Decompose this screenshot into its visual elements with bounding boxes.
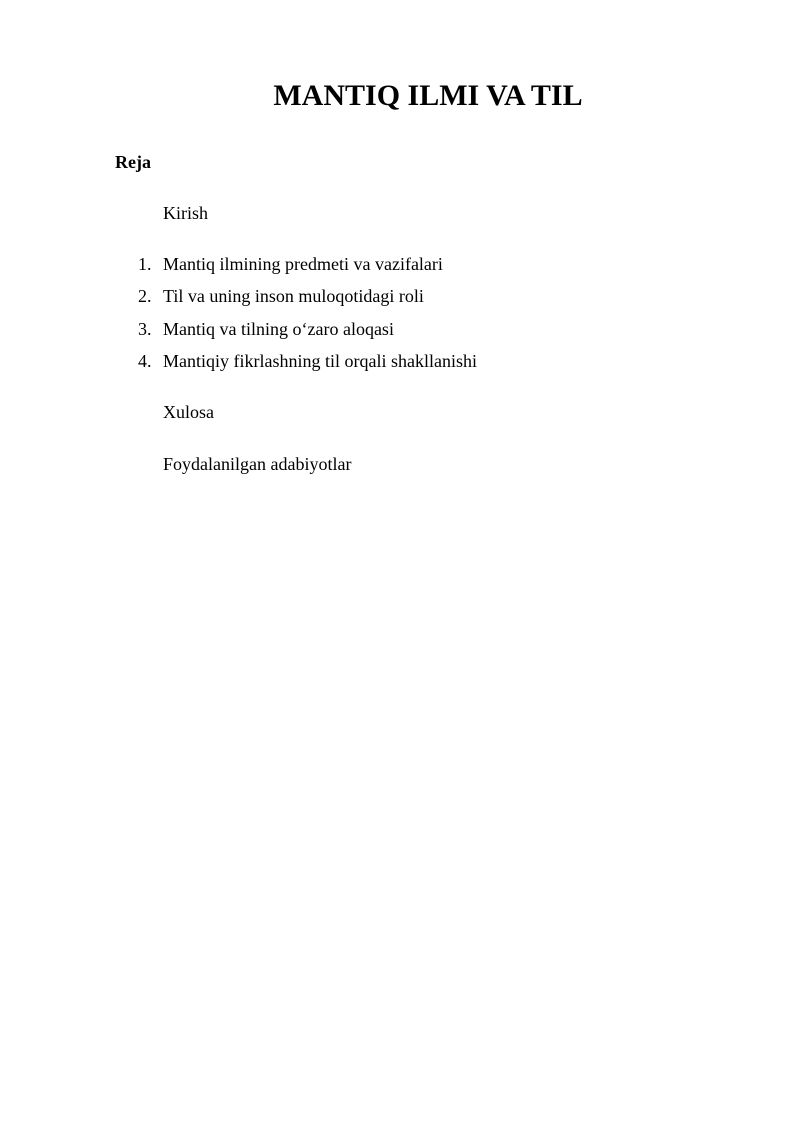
plan-list-item xyxy=(138,252,477,284)
list-item-text: Mantiq va tilning o‘zaro aloqasi xyxy=(163,318,394,339)
list-item-number: 4. xyxy=(138,350,152,371)
plan-list-item xyxy=(138,284,477,316)
list-item-text: Til va uning inson muloqotidagi roli xyxy=(163,286,424,307)
list-item-text: Mantiq ilmining predmeti va vazifalari xyxy=(163,254,443,274)
plan-item-conclusion: Xulosa xyxy=(163,402,214,422)
plan-item-intro: Kirish xyxy=(163,203,208,223)
list-item-text: Mantiqiy fikrlashning til orqali shakllanishi xyxy=(163,350,477,371)
plan-list-item xyxy=(138,317,477,349)
plan-heading: Reja xyxy=(115,152,151,172)
list-item-number: 1. xyxy=(138,254,152,274)
list-item-number: 3. xyxy=(138,318,152,339)
plan-numbered-list xyxy=(138,252,477,381)
list-item-number: 2. xyxy=(138,286,152,307)
plan-list-item xyxy=(138,349,477,381)
page-title: MANTIQ ILMI VA TIL xyxy=(273,79,583,112)
plan-item-references: Foydalanilgan adabiyotlar xyxy=(163,454,352,474)
